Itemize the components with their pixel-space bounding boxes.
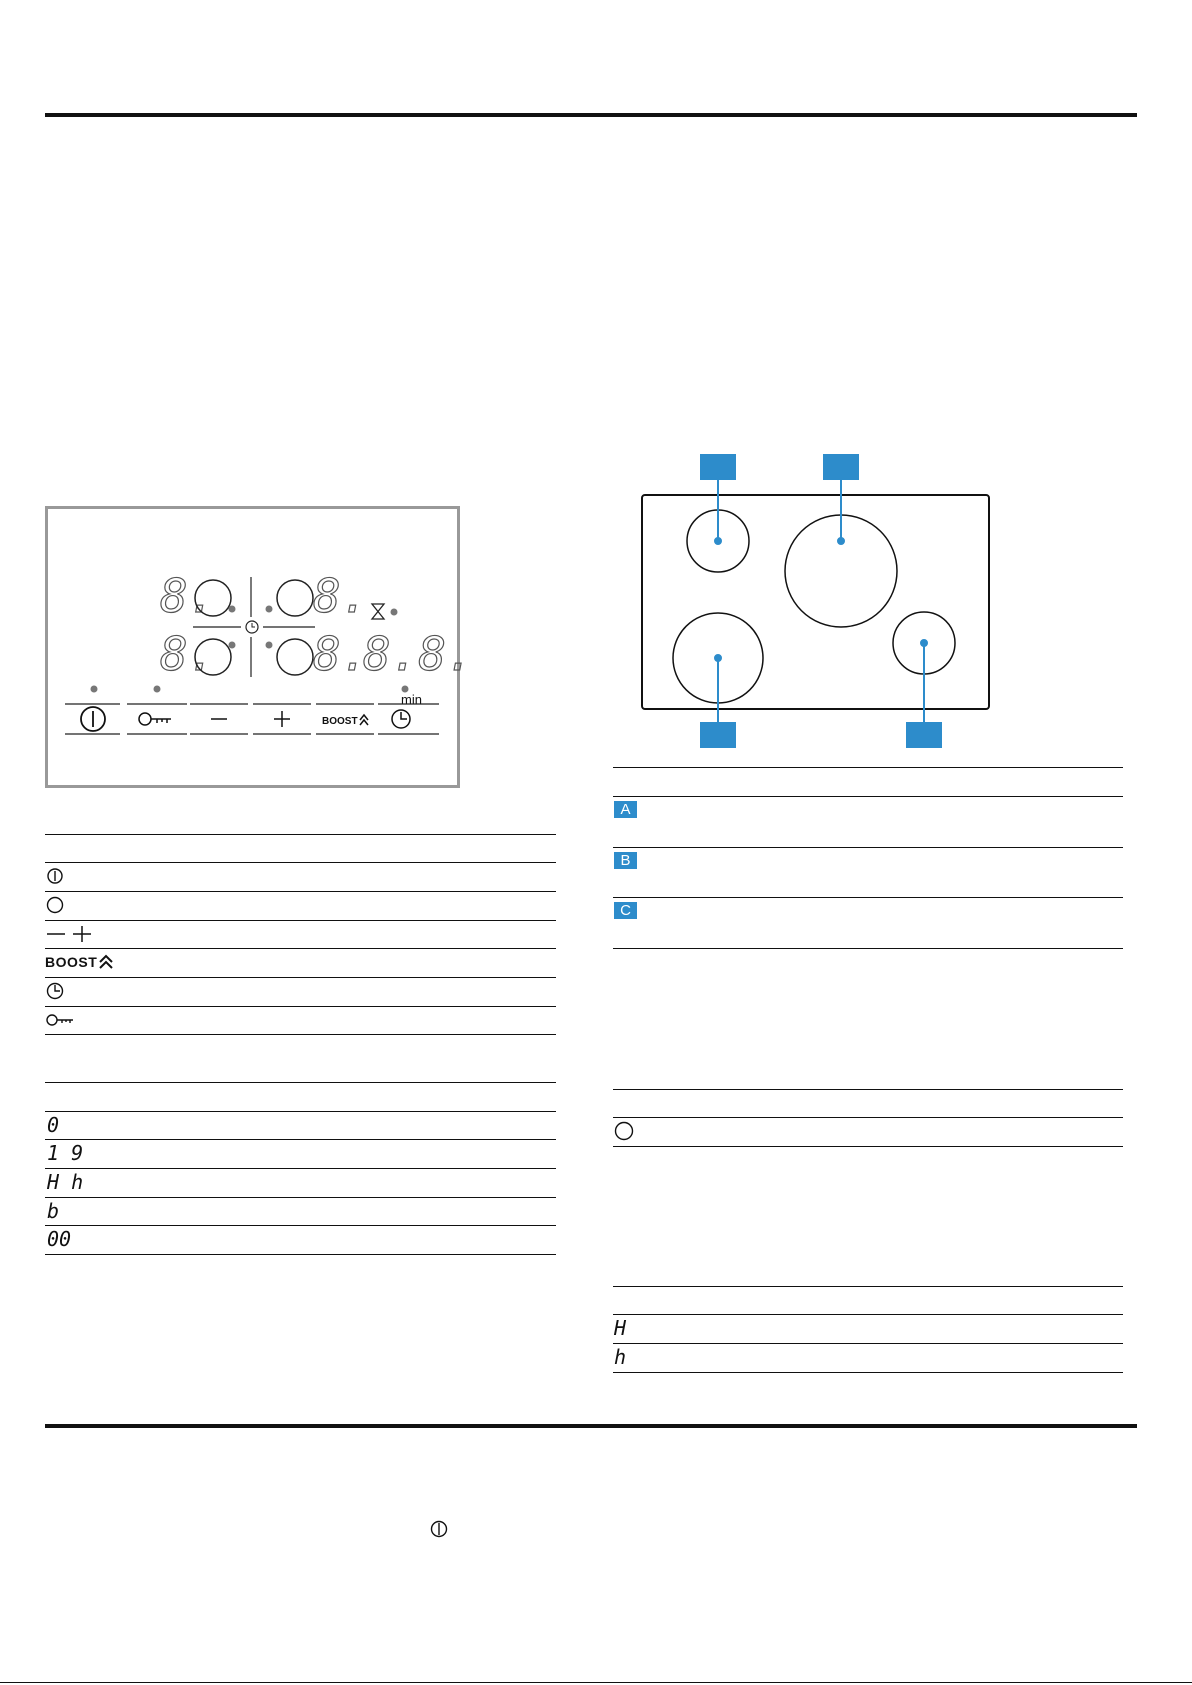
display-row-1 <box>47 1139 83 1167</box>
callout-box <box>906 722 942 748</box>
panel-boost-label: BOOST <box>322 716 358 727</box>
callout-box <box>700 722 736 748</box>
controls-table-top <box>45 834 556 835</box>
svg-text:8.: 8. <box>313 627 369 681</box>
controls-row-key <box>45 1006 75 1034</box>
display-symbol: b <box>47 1199 60 1223</box>
boost-icon <box>97 952 115 972</box>
page-bottom-rule <box>0 1682 1192 1683</box>
callout-box <box>700 454 736 480</box>
section-rule <box>45 1424 1137 1428</box>
min-label: min <box>401 692 422 707</box>
display-row-3 <box>47 1197 59 1225</box>
svg-text:8.: 8. <box>160 627 216 681</box>
display-row-4 <box>47 1225 71 1253</box>
display-symbol: 1 9 <box>47 1141 84 1165</box>
timer-icon <box>45 981 65 1001</box>
zone-tag-c: C <box>614 902 637 919</box>
zone-symbol-table-top <box>613 1089 1123 1090</box>
controls-row-boost <box>45 948 115 976</box>
display-table-top <box>45 1082 556 1083</box>
heat-row-h-upper <box>614 1314 626 1342</box>
controls-row-zone <box>45 891 65 919</box>
display-symbol: 0 <box>47 1113 60 1137</box>
display-row-2 <box>47 1168 83 1196</box>
callout-box <box>823 454 859 480</box>
heat-table-top <box>613 1286 1123 1287</box>
minus-plus-icon <box>45 924 93 944</box>
svg-text:8.8.: 8.8. <box>363 627 474 681</box>
svg-text:8.: 8. <box>160 569 216 623</box>
key-lock-icon <box>45 1010 75 1030</box>
top-rule <box>45 113 1137 117</box>
hob-diagram <box>640 452 995 752</box>
zone-symbol-row <box>613 1117 635 1145</box>
heat-symbol: h <box>614 1345 627 1369</box>
controls-row-minus-plus <box>45 920 93 948</box>
inline-power-icon <box>429 1519 449 1539</box>
control-panel-diagram <box>45 506 474 788</box>
display-symbol: 00 <box>47 1227 72 1251</box>
zone-tag-b: B <box>614 852 637 869</box>
zones-table-top <box>613 767 1123 768</box>
boost-label: BOOST <box>45 954 98 970</box>
zone-circle-icon <box>613 1120 635 1142</box>
controls-row-power <box>45 862 65 890</box>
display-row-0 <box>47 1111 59 1139</box>
zone-circle-icon <box>45 895 65 915</box>
svg-text:8.: 8. <box>313 569 369 623</box>
heat-symbol: H <box>614 1316 627 1340</box>
controls-row-timer <box>45 977 65 1005</box>
power-icon <box>45 866 65 886</box>
zone-tag-a: A <box>614 801 637 818</box>
display-symbol: H h <box>47 1170 84 1194</box>
heat-row-h-lower <box>614 1343 626 1371</box>
